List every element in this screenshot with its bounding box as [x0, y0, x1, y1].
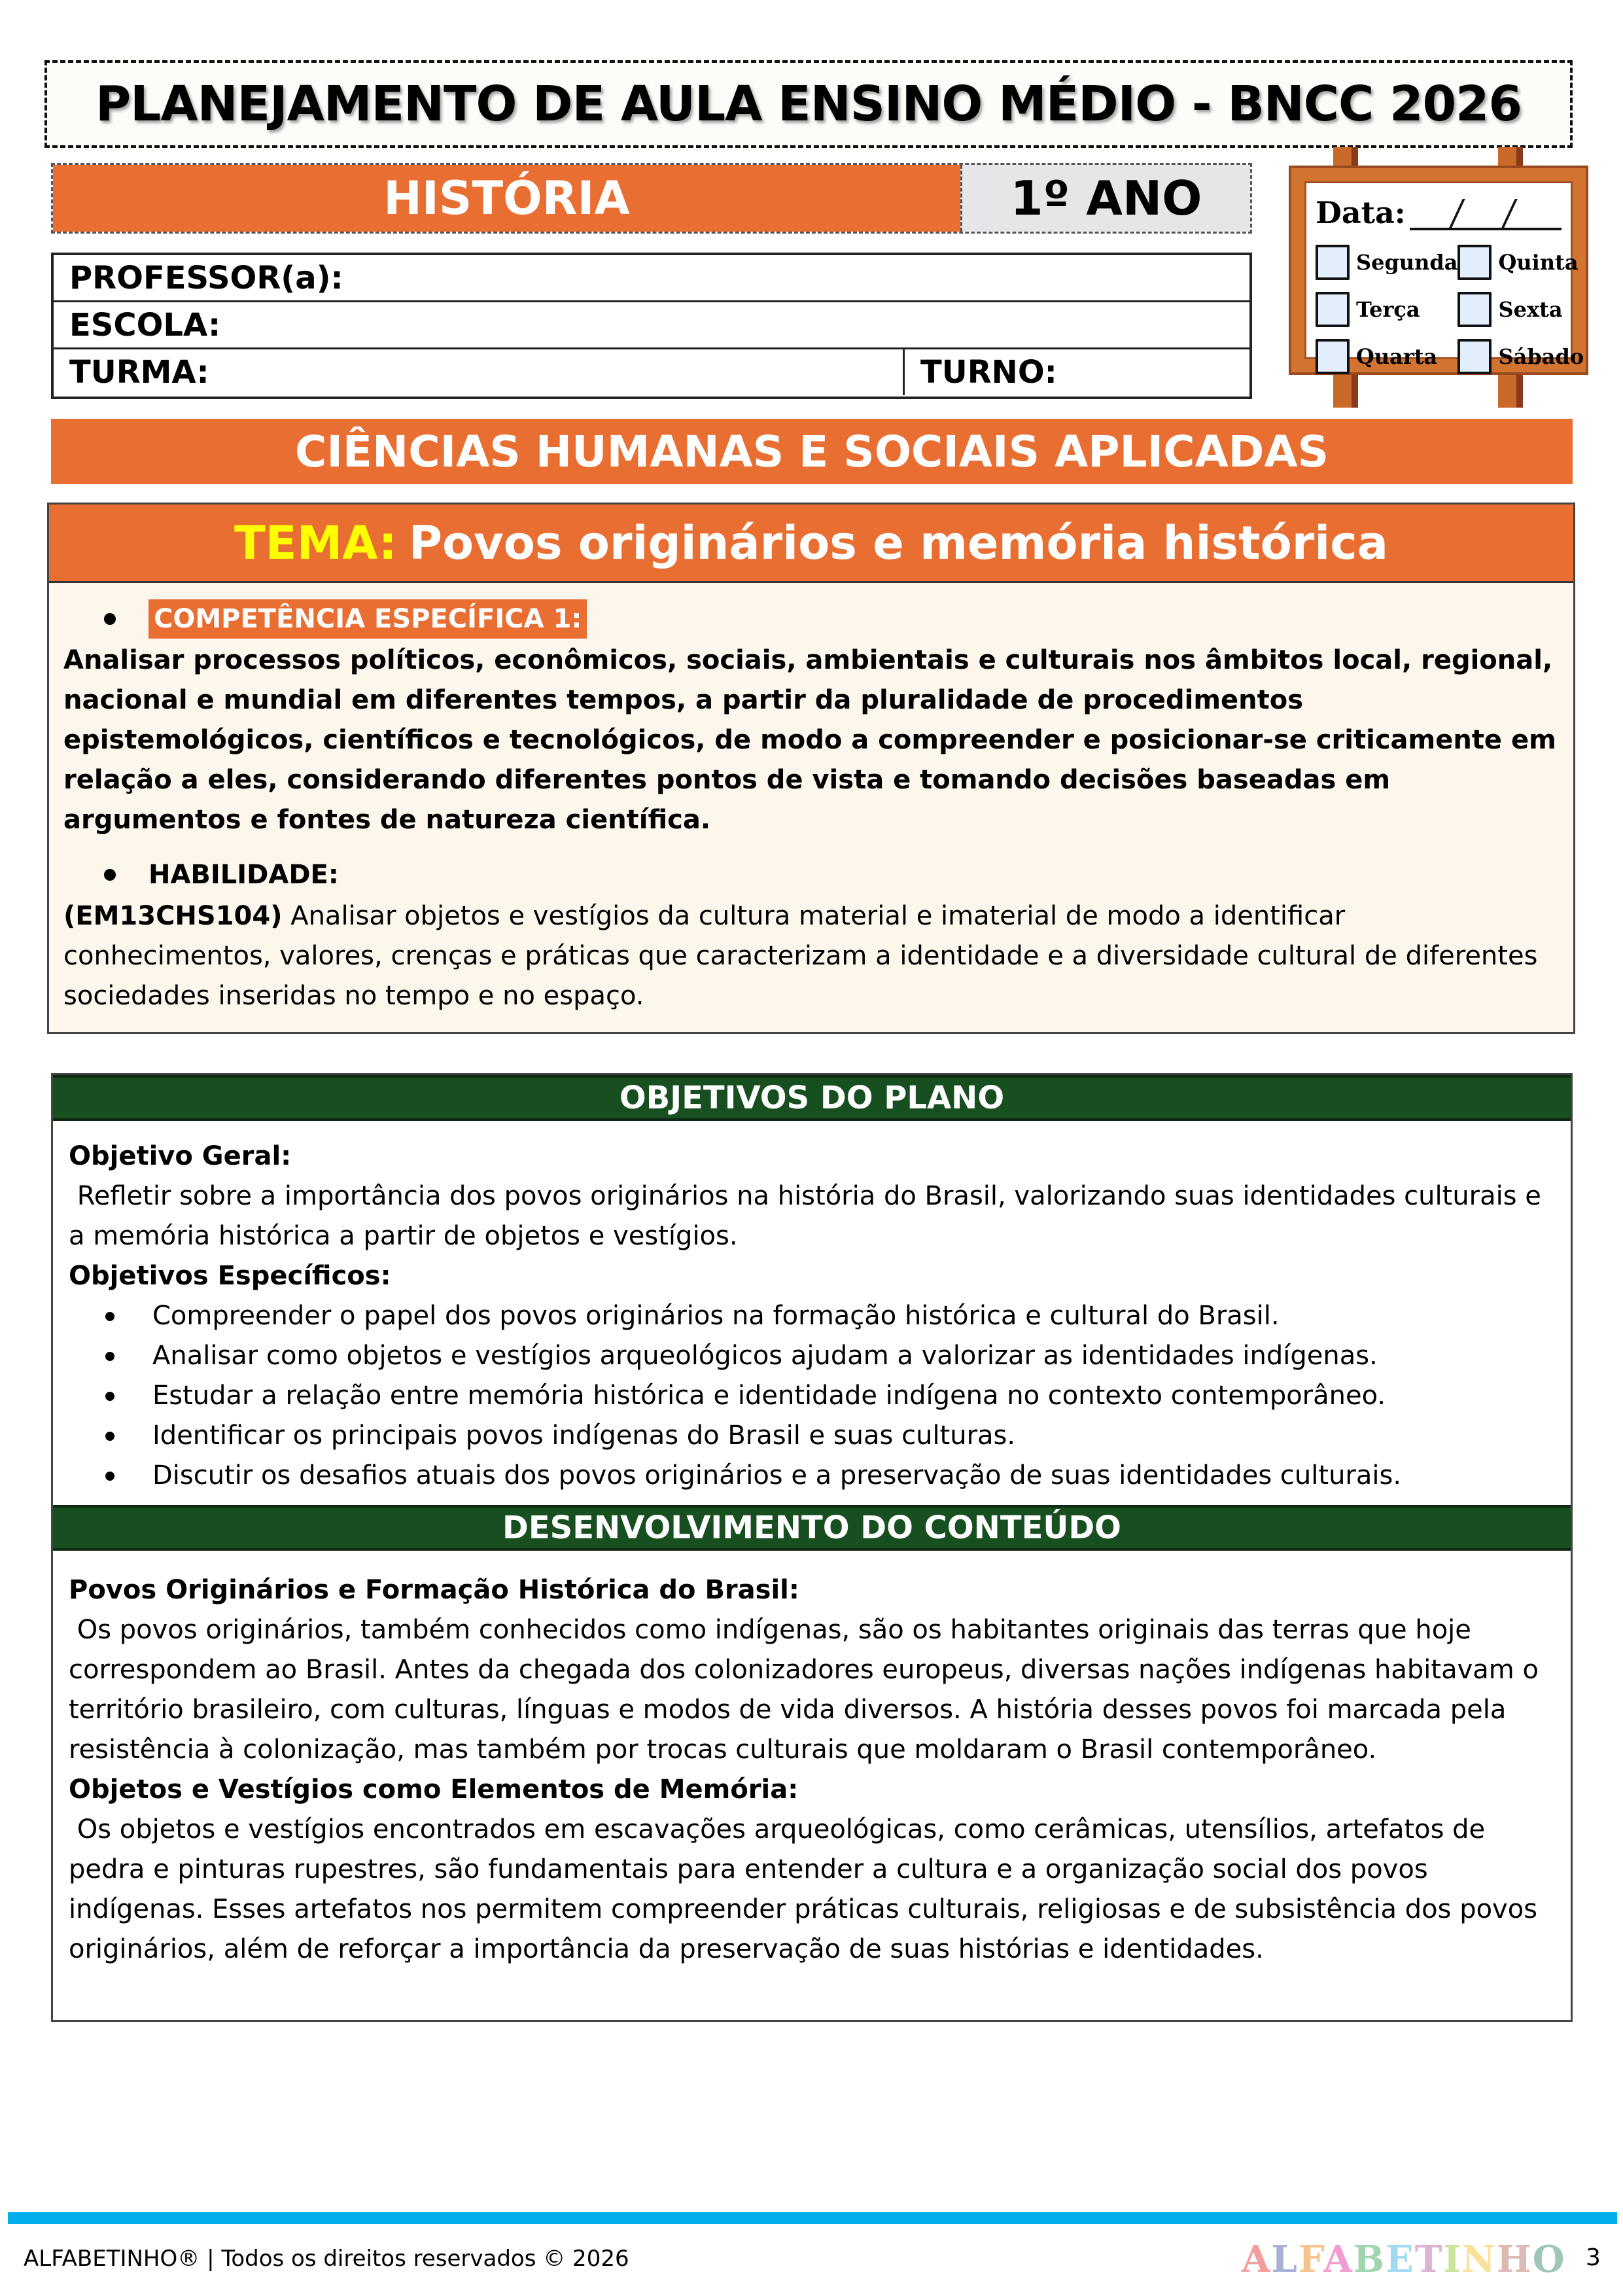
bullet-icon	[105, 1432, 114, 1441]
subject-name: HISTÓRIA	[53, 165, 960, 232]
footer-divider	[8, 2212, 1617, 2224]
objetivos-especificos-label: Objetivos Específicos:	[69, 1261, 391, 1291]
date-blank[interactable]	[1410, 198, 1562, 230]
date-label: Data:	[1316, 195, 1406, 230]
bullet-icon	[104, 869, 116, 881]
checkbox[interactable]	[1316, 339, 1350, 374]
habilidade-code: (EM13CHS104)	[63, 901, 283, 931]
habilidade-text	[63, 896, 1559, 1016]
conteudo-section-title: Objetos e Vestígios como Elementos de Memória:	[69, 1775, 799, 1805]
objetivo-geral-label: Objetivo Geral:	[69, 1141, 292, 1171]
board-leg	[1498, 370, 1523, 408]
date-slash	[1448, 199, 1465, 229]
weekday-label: Segunda	[1356, 250, 1458, 275]
competencia-heading	[63, 597, 1559, 641]
checkbox[interactable]	[1316, 245, 1350, 280]
checkbox[interactable]	[1457, 245, 1492, 280]
date-slash	[1501, 199, 1517, 229]
weekday-option[interactable]	[1457, 292, 1584, 327]
professor-label: PROFESSOR(a):	[69, 259, 343, 296]
weekday-label: Terça	[1356, 297, 1420, 322]
list-item	[69, 1296, 1555, 1336]
document-title: PLANEJAMENTO DE AULA ENSINO MÉDIO - BNCC 2026	[95, 76, 1522, 132]
weekday-option[interactable]	[1316, 292, 1457, 327]
board-panel	[1304, 181, 1584, 369]
footer-copyright: ALFABETINHO® | Todos os direitos reservados © 2026	[24, 2246, 629, 2272]
habilidade-heading	[63, 853, 1559, 896]
weekday-label: Quarta	[1356, 344, 1438, 369]
theme-header	[49, 504, 1573, 583]
theme-label: TEMA:	[234, 516, 397, 570]
bullet-icon	[105, 1312, 114, 1321]
conteudo-body	[53, 1551, 1571, 1969]
turma-label[interactable]: TURMA:	[69, 354, 209, 391]
weekday-option[interactable]	[1457, 339, 1584, 374]
competencia-text: Analisar processos políticos, econômicos, sociais, ambientais e culturais nos âmbitos local, regional, nacional e mundial em diferentes tempos, a partir da pluralidade de procedimentos epistemológicos, científicos e tecnológicos, de modo a compreender e posicionar-se criticamente em relação a eles, considerando diferentes pontos de vista e tomando decisões baseadas em argumentos e fontes de natureza científica.	[63, 645, 1556, 835]
document-title-box	[44, 60, 1573, 148]
objetivos-body	[53, 1121, 1571, 1505]
logo-letter: B	[1353, 2238, 1386, 2281]
theme-box	[47, 503, 1575, 1034]
bullet-icon	[105, 1352, 114, 1361]
weekday-label: Sexta	[1498, 297, 1563, 322]
info-table	[51, 253, 1252, 399]
logo-letter: A	[1323, 2238, 1353, 2281]
board-frame	[1289, 166, 1588, 375]
turma-row	[54, 349, 1249, 395]
logo-letter: H	[1496, 2238, 1533, 2281]
professor-row[interactable]	[54, 255, 1249, 302]
escola-label: ESCOLA:	[69, 306, 221, 344]
brand-logo	[1242, 2238, 1566, 2281]
list-item-text: Compreender o papel dos povos originários na formação histórica e cultural do Brasil.	[152, 1301, 1280, 1331]
page-number: 3	[1586, 2244, 1601, 2271]
logo-letter: T	[1414, 2238, 1444, 2281]
weekday-label: Quinta	[1498, 250, 1579, 275]
board-leg	[1333, 370, 1358, 408]
weekday-option[interactable]	[1457, 245, 1584, 280]
list-item	[69, 1456, 1555, 1496]
list-item-text: Discutir os desafios atuais dos povos originários e a preservação de suas identidades culturais.	[152, 1460, 1402, 1491]
conteudo-section-title: Povos Originários e Formação Histórica do Brasil:	[69, 1575, 799, 1605]
objetivo-geral-text: Refletir sobre a importância dos povos originários na história do Brasil, valorizando suas identidades culturais e a memória histórica a partir de objetos e vestígios.	[69, 1181, 1550, 1251]
bullet-icon	[105, 1392, 114, 1401]
weekday-label: Sábado	[1498, 344, 1584, 369]
weekday-option[interactable]	[1316, 245, 1457, 280]
checkbox[interactable]	[1457, 339, 1492, 374]
date-board	[1276, 147, 1588, 409]
list-item-text: Analisar como objetos e vestígios arqueológicos ajudam a valorizar as identidades indígenas.	[152, 1341, 1378, 1371]
logo-letter: N	[1461, 2238, 1497, 2281]
competencia-badge: COMPETÊNCIA ESPECÍFICA 1:	[148, 599, 587, 639]
objetivos-header: OBJETIVOS DO PLANO	[53, 1075, 1571, 1121]
bullet-icon	[105, 1472, 114, 1481]
list-item-text: Estudar a relação entre memória histórica e identidade indígena no contexto contemporâneo.	[152, 1381, 1386, 1411]
knowledge-area-banner: CIÊNCIAS HUMANAS E SOCIAIS APLICADAS	[51, 419, 1573, 484]
conteudo-header: DESENVOLVIMENTO DO CONTEÚDO	[53, 1505, 1571, 1551]
logo-letter: I	[1443, 2238, 1462, 2281]
logo-letter: O	[1532, 2238, 1566, 2281]
logo-letter: E	[1386, 2238, 1415, 2281]
plan-box	[51, 1073, 1573, 2022]
habilidade-label: HABILIDADE:	[148, 859, 339, 890]
list-item	[69, 1336, 1555, 1376]
subject-row	[51, 163, 1252, 234]
conteudo-section-text: Os povos originários, também conhecidos como indígenas, são os habitantes originais das terras que hoje correspondem ao Brasil. Antes da chegada dos colonizadores europeus, diversas nações indígenas habitavam o território brasileiro, com culturas, línguas e modos de vida diversos. A história desses povos foi marcada pela resistência à colonização, mas também por trocas culturais que moldaram o Brasil contemporâneo.	[69, 1615, 1547, 1765]
checkbox[interactable]	[1316, 292, 1350, 327]
theme-text: Povos originários e memória histórica	[408, 516, 1388, 570]
list-item	[69, 1376, 1555, 1416]
conteudo-section-text: Os objetos e vestígios encontrados em escavações arqueológicas, como cerâmicas, utensílios, artefatos de pedra e pinturas rupestres, são fundamentais para entender a cultura e a organização social dos povos indígenas. Esses artefatos nos permitem compreender práticas culturais, religiosas e de subsistência dos povos originários, além de reforçar a importância da preservação de suas histórias e identidades.	[69, 1814, 1546, 1964]
list-item	[69, 1416, 1555, 1456]
logo-letter: F	[1298, 2238, 1324, 2281]
weekday-checkboxes	[1316, 245, 1584, 374]
weekday-option[interactable]	[1316, 339, 1457, 374]
date-field[interactable]	[1316, 195, 1562, 230]
objetivos-especificos-list	[69, 1296, 1555, 1496]
list-item-text: Identificar os principais povos indígenas do Brasil e suas culturas.	[152, 1421, 1016, 1451]
bullet-icon	[104, 613, 116, 625]
checkbox[interactable]	[1457, 292, 1492, 327]
habilidade-description: Analisar objetos e vestígios da cultura material e imaterial de modo a identificar conhecimentos, valores, crenças e práticas que caracterizam a identidade e a diversidade cultural de diferentes sociedades inseridas no tempo e no espaço.	[63, 901, 1538, 1011]
school-year: 1º ANO	[960, 165, 1250, 232]
escola-row[interactable]	[54, 302, 1249, 349]
logo-letter: L	[1271, 2238, 1299, 2281]
logo-letter: A	[1242, 2238, 1272, 2281]
turno-label[interactable]: TURNO:	[903, 349, 1249, 395]
theme-body	[49, 583, 1573, 1016]
